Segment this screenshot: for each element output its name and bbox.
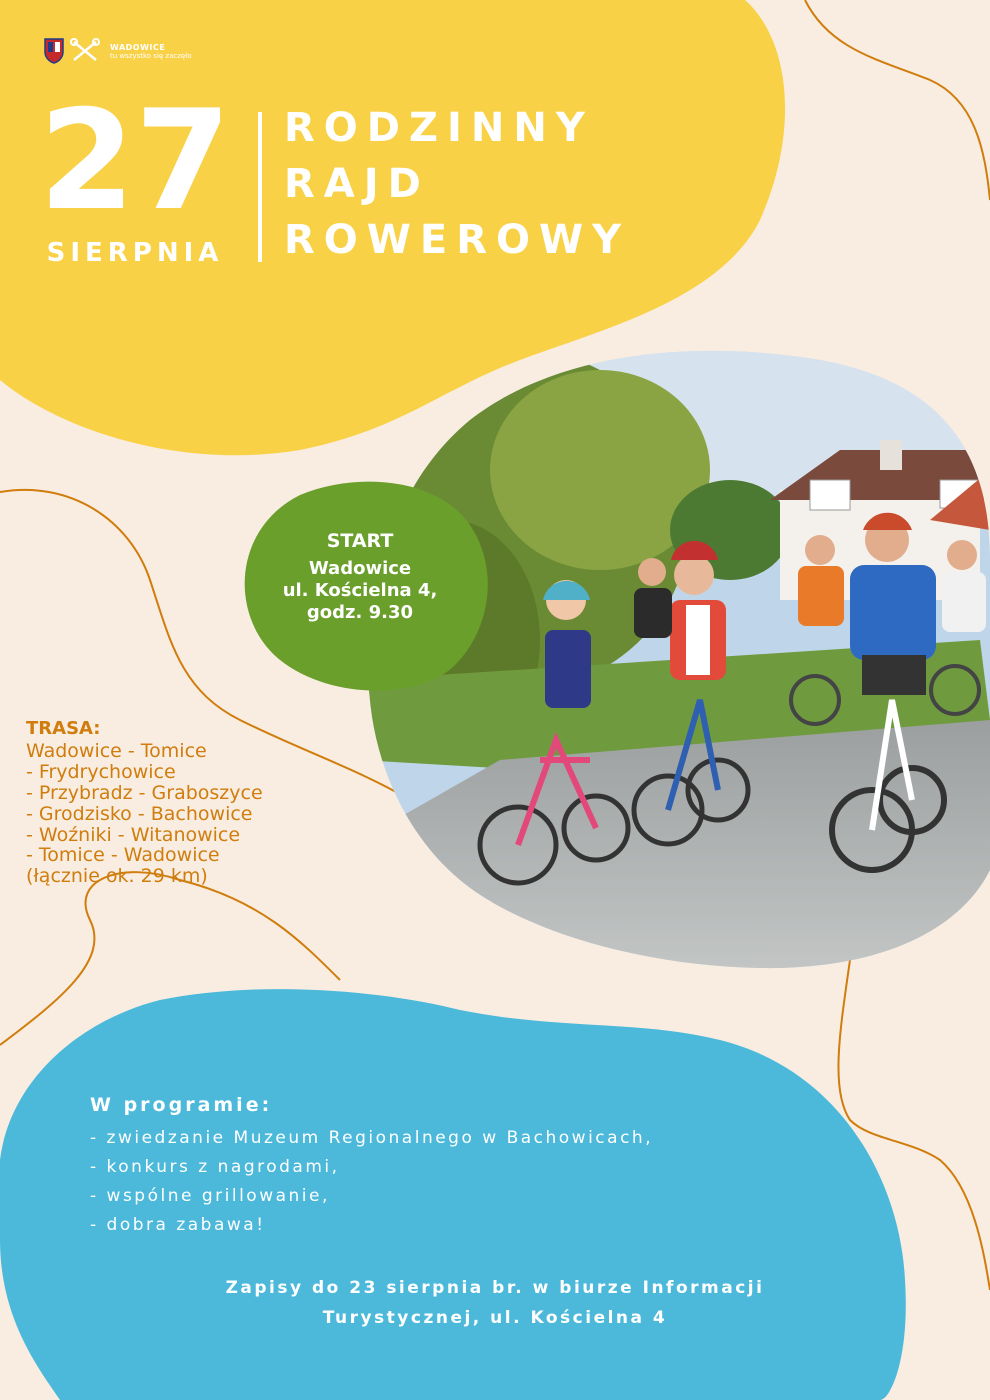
route-line: - Frydrychowice: [26, 760, 176, 783]
start-address: ul. Kościelna 4,: [282, 579, 438, 601]
route-line: - Przybradz - Graboszyce: [26, 781, 263, 804]
program-item: - konkurs z nagrodami,: [90, 1157, 340, 1177]
route-info: [26, 718, 263, 887]
start-info: [260, 530, 460, 624]
program-item: - dobra zabawa!: [90, 1215, 266, 1235]
coat-of-arms-icon: [44, 38, 64, 64]
route-line: - Tomice - Wadowice: [26, 844, 220, 867]
route-line: - Grodzisko - Bachowice: [26, 802, 253, 825]
route-heading: TRASA:: [26, 718, 101, 739]
start-location: Wadowice: [308, 558, 412, 579]
program-heading: W programie:: [90, 1094, 273, 1116]
logo-name: WADOWICE: [110, 42, 166, 52]
orange-line-top-right: [805, 0, 990, 200]
start-heading: START: [326, 530, 394, 552]
event-title-line-1: RODZINNY: [284, 105, 594, 151]
route-line: - Woźniki - Witanowice: [26, 823, 241, 846]
crossed-keys-icon: [70, 38, 100, 64]
signup-line-2: Turystycznej, ul. Kościelna 4: [322, 1308, 668, 1328]
program-item: - zwiedzanie Muzeum Regionalnego w Bachowicach,: [90, 1128, 654, 1148]
route-distance: (łącznie ok. 29 km): [26, 865, 208, 888]
title-divider: [258, 112, 262, 262]
signup-info: [90, 1273, 900, 1333]
wadowice-logo: [44, 38, 192, 64]
logo-tagline: tu wszystko się zaczęło: [110, 51, 192, 60]
route-line: Wadowice - Tomice: [26, 740, 207, 762]
event-month: SIERPNIA: [46, 238, 224, 268]
event-title-line-3: ROWEROWY: [284, 217, 631, 263]
start-time: godz. 9.30: [306, 601, 414, 623]
program-section: [90, 1094, 653, 1240]
program-item: - wspólne grillowanie,: [90, 1186, 330, 1206]
event-title-line-2: RAJD: [284, 161, 430, 207]
event-day: 27: [38, 80, 232, 241]
signup-line-1: Zapisy do 23 sierpnia br. w biurze Informacji: [225, 1278, 765, 1298]
